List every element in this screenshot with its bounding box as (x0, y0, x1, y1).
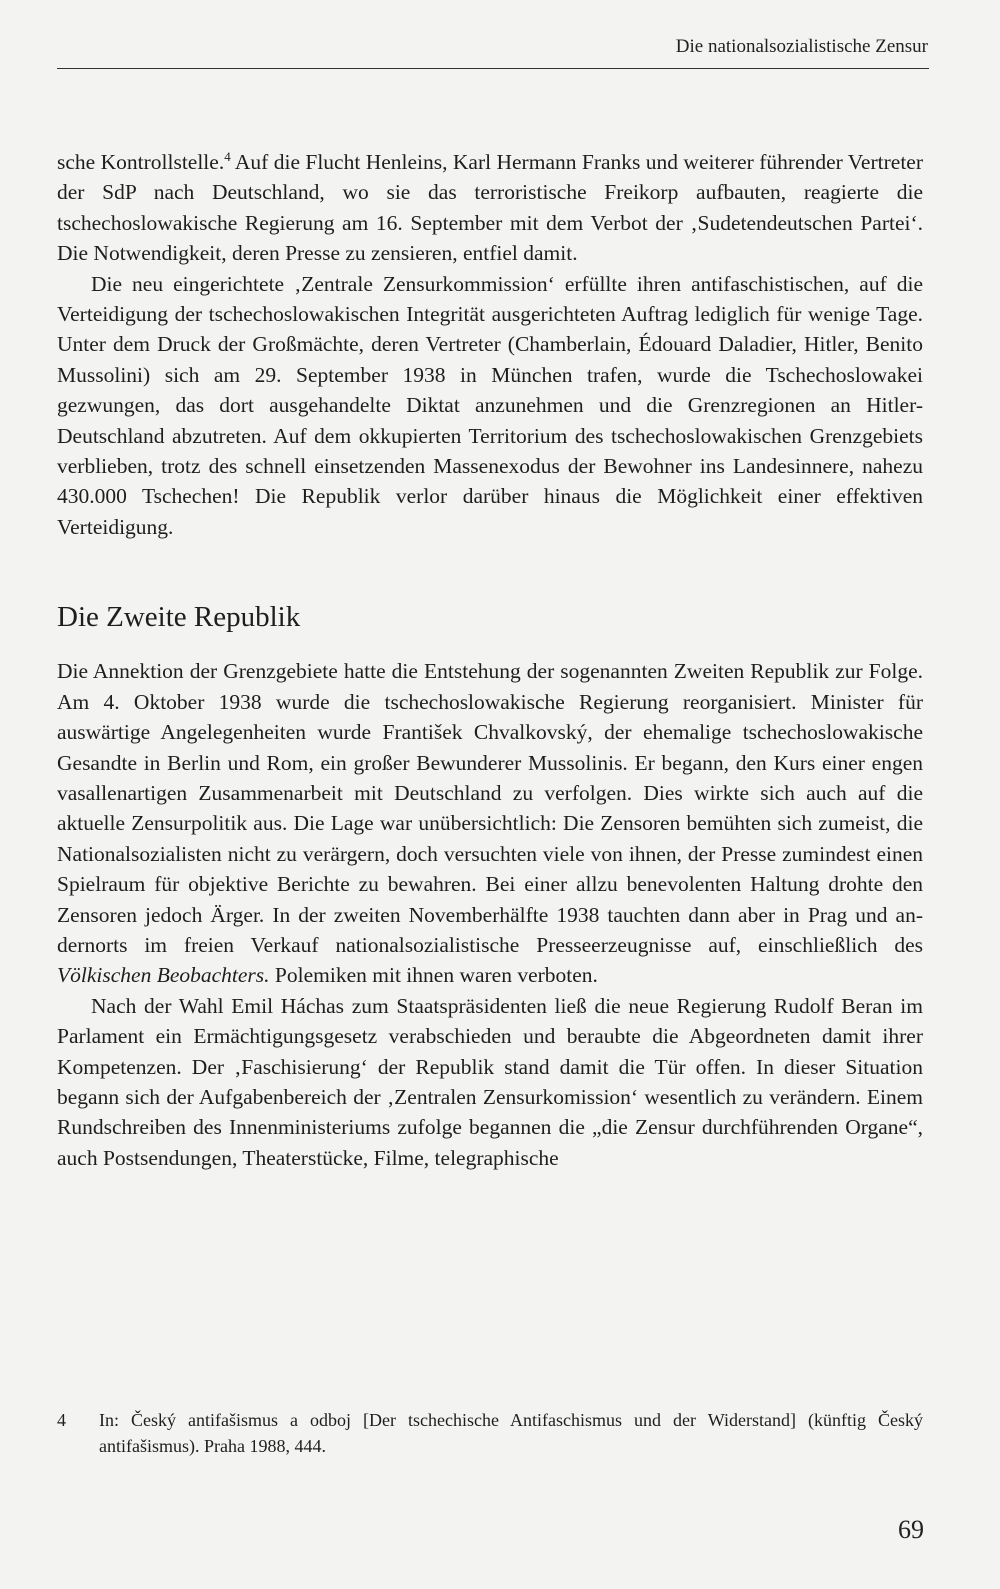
footnote-reference-4: 4 (224, 148, 231, 164)
paragraph-1-start: sche Kontrollstelle. (57, 150, 225, 174)
paragraph-2: Die neu eingerichtete ‚Zentrale Zensurkommission‘ erfüllte ihren antifaschistischen, auf die Verteidigung der tschechoslowakischen Integrität ausgerichteten Auftrag lediglich für wenige Tage. Unter dem Druck der Großmächte, deren Vertreter (Chamberlain, Édouard Daladier, Hitler, Benito Mussolini) sich am 29. September 1938 in München trafen, wurde die Tschechoslowakei gezwungen, das dort ausgehandelte Diktat anzunehmen und die Grenzregionen an Hitler-Deutschland abzutreten. Auf dem okkupierten Territorium des tschechoslowakischen Grenzgebiets verblieben, trotz des schnell einsetzenden Massenexodus der Bewohner ins Landesinnere, nahezu 430.000 Tschechen! Die Republik verlor darüber hinaus die Möglichkeit einer effektiven Verteidigung. (57, 271, 923, 539)
page-number: 69 (898, 1515, 924, 1544)
paragraph-1 (57, 147, 923, 269)
paragraph-3-start: Die Annektion der Grenzgebiete hatte die Entstehung der sogenannten Zweiten Republik zur Folge. Am 4. Oktober 1938 wurde die tschechoslowakische Regierung reorganisiert. Minister für auswärtige Angelegenheiten wurde František Chvalkovský, der ehemalige tschechoslowakische Gesandte in Berlin und Rom, ein großer Bewunderer Mussolinis. Er begann, den Kurs einer engen vasallenartigen Zusammenarbeit mit Deutschland zu verfolgen. Dies wirkte sich auch auf die aktuelle Zensurpolitik aus. Die Lage war unübersichtlich: Die Zensoren bemühten sich zumeist, die Nationalsozialisten nicht zu verärgern, doch versuchten viele von ihnen, der Presse zumindest einen Spielraum für objektive Berichte zu bewahren. Bei einer allzu benevolenten Haltung drohte den Zensoren jedoch Ärger. In der zweiten Novemberhälfte 1938 tauchten dann aber in Prag und andernorts im freien Verkauf nationalsozialistische Presseerzeugnisse auf, einschließlich des (57, 659, 923, 957)
footnote-text: In: Český antifašismus a odboj [Der tschechische Antifaschismus und der Widerstand] (künftig Český antifašismus). Praha 1988, 444. (99, 1410, 923, 1456)
paragraph-4: Nach der Wahl Emil Háchas zum Staatspräsidenten ließ die neue Regierung Rudolf Beran im Parlament ein Ermächtigungsgesetz verabschieden und beraubte die Abgeordneten damit ihrer Kompetenzen. Der ‚Faschisierung‘ der Republik stand damit die Tür offen. In dieser Situation begann sich der Aufgabenbereich der ‚Zentralen Zensurkomission‘ wesentlich zu verändern. Einem Rundschreiben des Innenministeriums zufolge begannen die „die Zensur durchführenden Organe“, auch Postsendungen, Theaterstücke, Filme, telegraphische (57, 993, 923, 1170)
header-rule (57, 68, 929, 69)
paragraph-3-end: Polemiken mit ihnen waren verboten. (269, 963, 598, 988)
running-head: Die nationalsozialistische Zensur (675, 36, 928, 57)
paragraph-3-italic-title: Völkischen Beobachters. (57, 963, 270, 988)
footnote-number: 4 (57, 1410, 66, 1430)
paragraph-1-rest: Auf die Flucht Henleins, Karl Hermann Franks und weiterer führender Vertreter der SdP nach Deutschland, wo sie das terroristische Freikorp aufbauten, reagierte die tschechoslowakische Regierung am 16. September mit dem Verbot der ‚Sudetendeutschen Partei‘. Die Notwendigkeit, deren Presse zu zensieren, entfiel damit. (57, 150, 923, 266)
footnote (57, 1407, 923, 1459)
body-text (57, 147, 923, 1173)
paragraph-3 (57, 656, 923, 990)
section-heading: Die Zweite Republik (57, 601, 301, 634)
